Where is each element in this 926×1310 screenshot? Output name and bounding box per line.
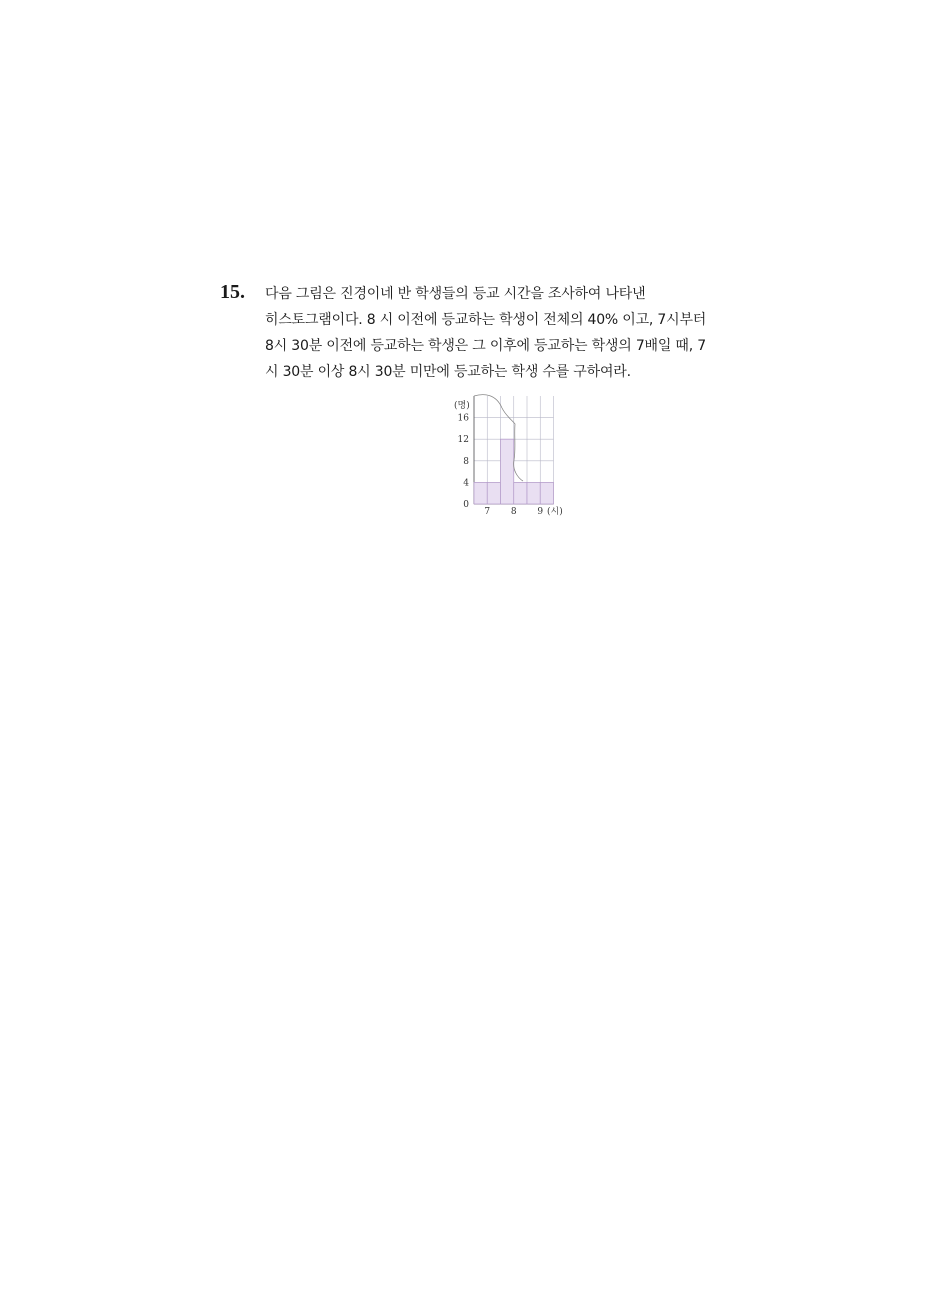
- problem-line-2: 히스토그램이다. 8 시 이전에 등교하는 학생이 전체의 40% 이고, 7시부터: [265, 312, 707, 328]
- bar-2: [487, 482, 500, 504]
- problem-text: [265, 281, 706, 385]
- problem-line-1: 다음 그림은 진경이네 반 학생들의 등교 시간을 조사하여 나타낸: [265, 286, 646, 302]
- y-tick-16: 16: [457, 413, 469, 424]
- y-tick-0: 0: [463, 500, 469, 510]
- x-tick-7: 7: [484, 507, 491, 517]
- x-tick-8: 8: [510, 507, 517, 517]
- y-axis-label: (명): [454, 401, 470, 411]
- y-tick-8: 8: [463, 456, 469, 467]
- bar-5: [527, 482, 540, 504]
- histogram-chart: [440, 390, 580, 525]
- y-tick-12: 12: [457, 435, 469, 446]
- bar-6: [540, 482, 553, 504]
- y-tick-4: 4: [463, 478, 469, 489]
- bar-1: [474, 482, 487, 504]
- bars: [474, 439, 554, 504]
- bar-4: [514, 482, 527, 504]
- histogram-figure: [440, 390, 580, 525]
- x-axis-label: (시): [547, 507, 563, 517]
- problem-line-4: 시 30분 이상 8시 30분 미만에 등교하는 학생 수를 구하여라.: [265, 364, 631, 380]
- problem-number: 15.: [220, 281, 245, 303]
- x-tick-9: 9: [537, 507, 544, 517]
- bar-3: [501, 439, 514, 504]
- torn-edge-icon: [474, 395, 523, 481]
- problem-line-3: 8시 30분 이전에 등교하는 학생은 그 이후에 등교하는 학생의 7배일 때, 7: [265, 338, 706, 354]
